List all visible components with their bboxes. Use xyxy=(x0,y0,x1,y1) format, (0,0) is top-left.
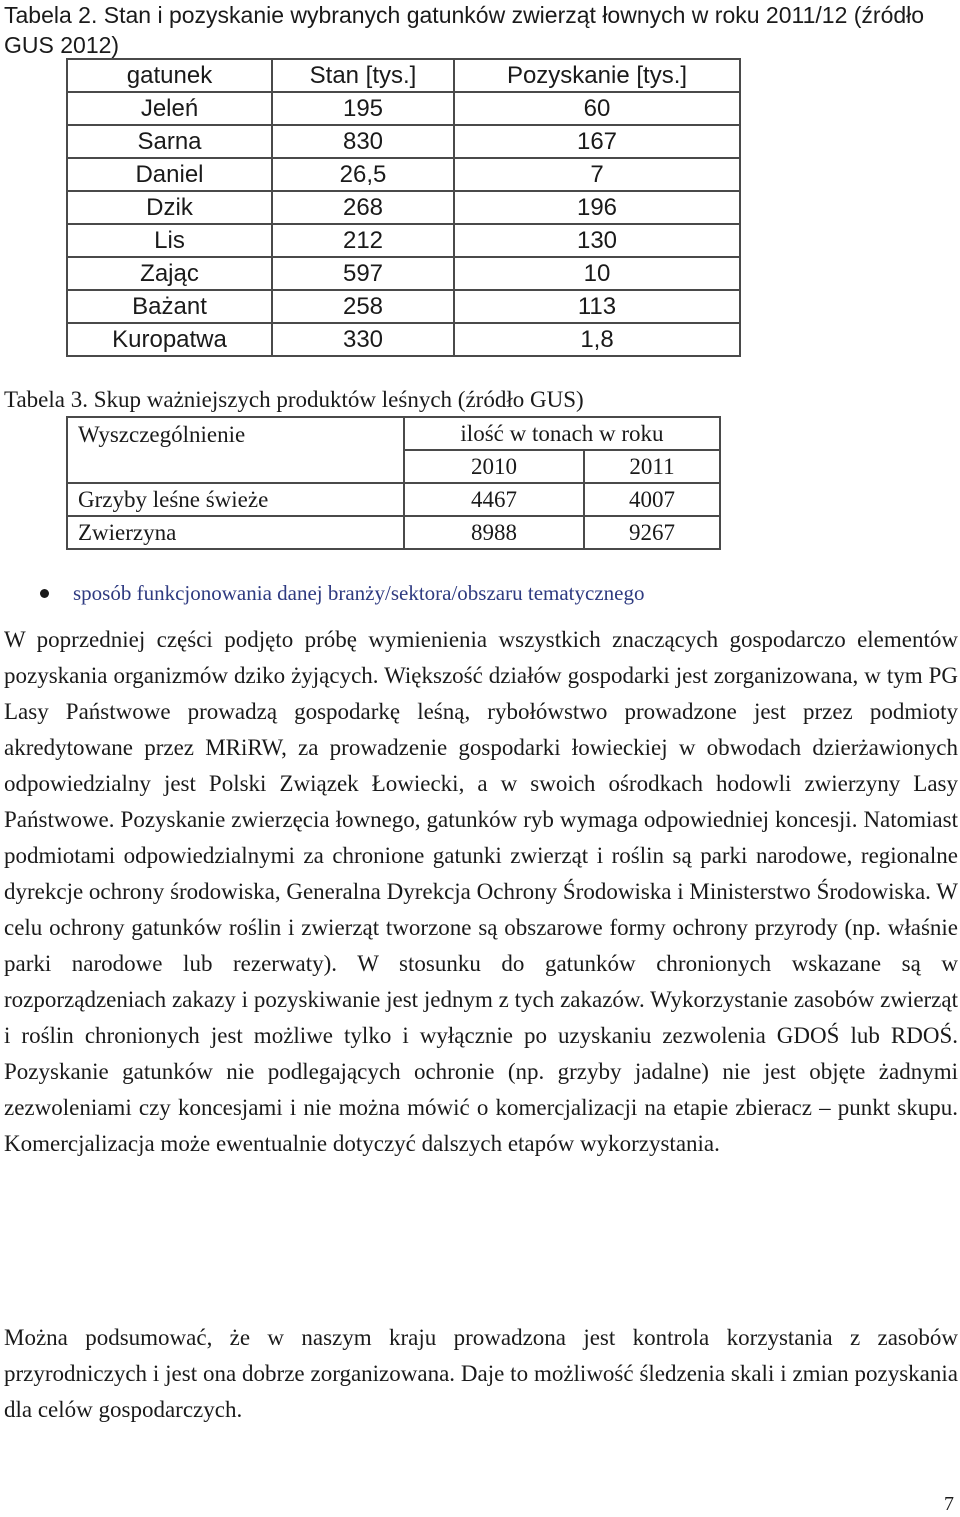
table-cell: 130 xyxy=(454,224,740,257)
bullet-icon xyxy=(40,589,49,598)
table-row xyxy=(67,125,740,158)
table-row xyxy=(67,224,740,257)
table-row xyxy=(67,516,720,549)
table-header-cell: gatunek xyxy=(67,59,272,92)
table-cell: 4007 xyxy=(584,483,720,516)
bullet-heading xyxy=(40,578,644,608)
table-cell: Lis xyxy=(67,224,272,257)
table3 xyxy=(66,416,721,550)
table-cell: 9267 xyxy=(584,516,720,549)
table-cell: Zając xyxy=(67,257,272,290)
table-cell: 167 xyxy=(454,125,740,158)
bullet-heading-text: sposób funkcjonowania danej branży/sektora/obszaru tematycznego xyxy=(73,581,645,605)
table-row xyxy=(67,483,720,516)
table3-caption: Tabela 3. Skup ważniejszych produktów leśnych (źródło GUS) xyxy=(4,387,584,412)
table-cell: Grzyby leśne świeże xyxy=(67,483,404,516)
table-cell: 60 xyxy=(454,92,740,125)
table-cell: 195 xyxy=(272,92,454,125)
table-row xyxy=(67,290,740,323)
table-row xyxy=(67,257,740,290)
table-cell: 8988 xyxy=(404,516,584,549)
body-paragraph: W poprzedniej części podjęto próbę wymienienia wszystkich znaczących gospodarczo elementów pozyskania organizmów dziko żyjących. Większość działów gospodarki jest zorganizowana, w tym PG Lasy Państwowe prowadzą gospodarkę leśną, rybołówstwo prowadzone jest przez podmioty akredytowane przez MRiRW, za prowadzenie gospodarki łowieckiej w obwodach dzierżawionych odpowiedzialny jest Polski Związek Łowiecki, a w swoich ośrodkach hodowli zwierzyny Lasy Państwowe. Pozyskanie zwierzęcia łownego, gatunków ryb wymaga odpowiedniej koncesji. Natomiast podmiotami odpowiedzialnymi za chronione gatunki zwierząt i roślin są parki narodowe, regionalne dyrekcje ochrony środowiska, Generalna Dyrekcja Ochrony Środowiska i Ministerstwo Środowiska. W celu ochrony gatunków roślin i zwierząt tworzone są obszarowe formy ochrony przyrody (np. właśnie parki narodowe lub rezerwaty). W stosunku do gatunków chronionych wskazane są w rozporządzeniach zakazy i pozyskiwanie jest jednym z tych zakazów. Wykorzystanie zasobów zwierząt i roślin chronionych jest możliwe tylko i wyłącznie po uzyskaniu zezwolenia GDOŚ lub RDOŚ. Pozyskanie gatunków nie podlegających ochronie (np. grzyby jadalne) nie jest objęte żadnymi zezwoleniami czy koncesjami i nie można mówić o komercjalizacji na etapie zbieracz – punkt skupu. Komercjalizacja może ewentualnie dotyczyć dalszych etapów wykorzystania. xyxy=(4,627,958,1156)
table-cell: 597 xyxy=(272,257,454,290)
table-cell: 212 xyxy=(272,224,454,257)
table2 xyxy=(66,58,741,357)
table-cell: 7 xyxy=(454,158,740,191)
table-cell: 258 xyxy=(272,290,454,323)
table-cell: 830 xyxy=(272,125,454,158)
table-cell: Daniel xyxy=(67,158,272,191)
table-year-cell: 2010 xyxy=(404,450,584,483)
page-number: 7 xyxy=(944,1493,954,1515)
body-paragraph: Można podsumować, że w naszym kraju prowadzona jest kontrola korzystania z zasobów przyrodniczych i jest ona dobrze zorganizowana. Daje to możliwość śledzenia skali i zmian pozyskania dla celów gospodarczych. xyxy=(4,1325,958,1422)
table-cell: Dzik xyxy=(67,191,272,224)
table-cell: 26,5 xyxy=(272,158,454,191)
table-cell: Bażant xyxy=(67,290,272,323)
table-cell: 113 xyxy=(454,290,740,323)
table-cell: 268 xyxy=(272,191,454,224)
table-cell: 1,8 xyxy=(454,323,740,356)
table-header-cell: Stan [tys.] xyxy=(272,59,454,92)
table-row xyxy=(67,92,740,125)
table-cell: 330 xyxy=(272,323,454,356)
table-header-row xyxy=(67,59,740,92)
table-cell: 196 xyxy=(454,191,740,224)
table-year-cell: 2011 xyxy=(584,450,720,483)
table-empty-cell xyxy=(67,450,404,483)
table-cell: 4467 xyxy=(404,483,584,516)
table-header-cell: Pozyskanie [tys.] xyxy=(454,59,740,92)
table-cell: 10 xyxy=(454,257,740,290)
table-header-cell: Wyszczególnienie xyxy=(67,417,404,450)
table-cell: Jeleń xyxy=(67,92,272,125)
table-cell: Kuropatwa xyxy=(67,323,272,356)
table2-caption: Tabela 2. Stan i pozyskanie wybranych gatunków zwierząt łownych w roku 2011/12 (źródło GUS 2012) xyxy=(4,2,925,58)
table-header-group-cell: ilość w tonach w roku xyxy=(404,417,720,450)
table-cell: Sarna xyxy=(67,125,272,158)
table-header-row xyxy=(67,450,720,483)
table-row xyxy=(67,323,740,356)
table-row xyxy=(67,158,740,191)
table-row xyxy=(67,191,740,224)
table-cell: Zwierzyna xyxy=(67,516,404,549)
table-header-row xyxy=(67,417,720,450)
